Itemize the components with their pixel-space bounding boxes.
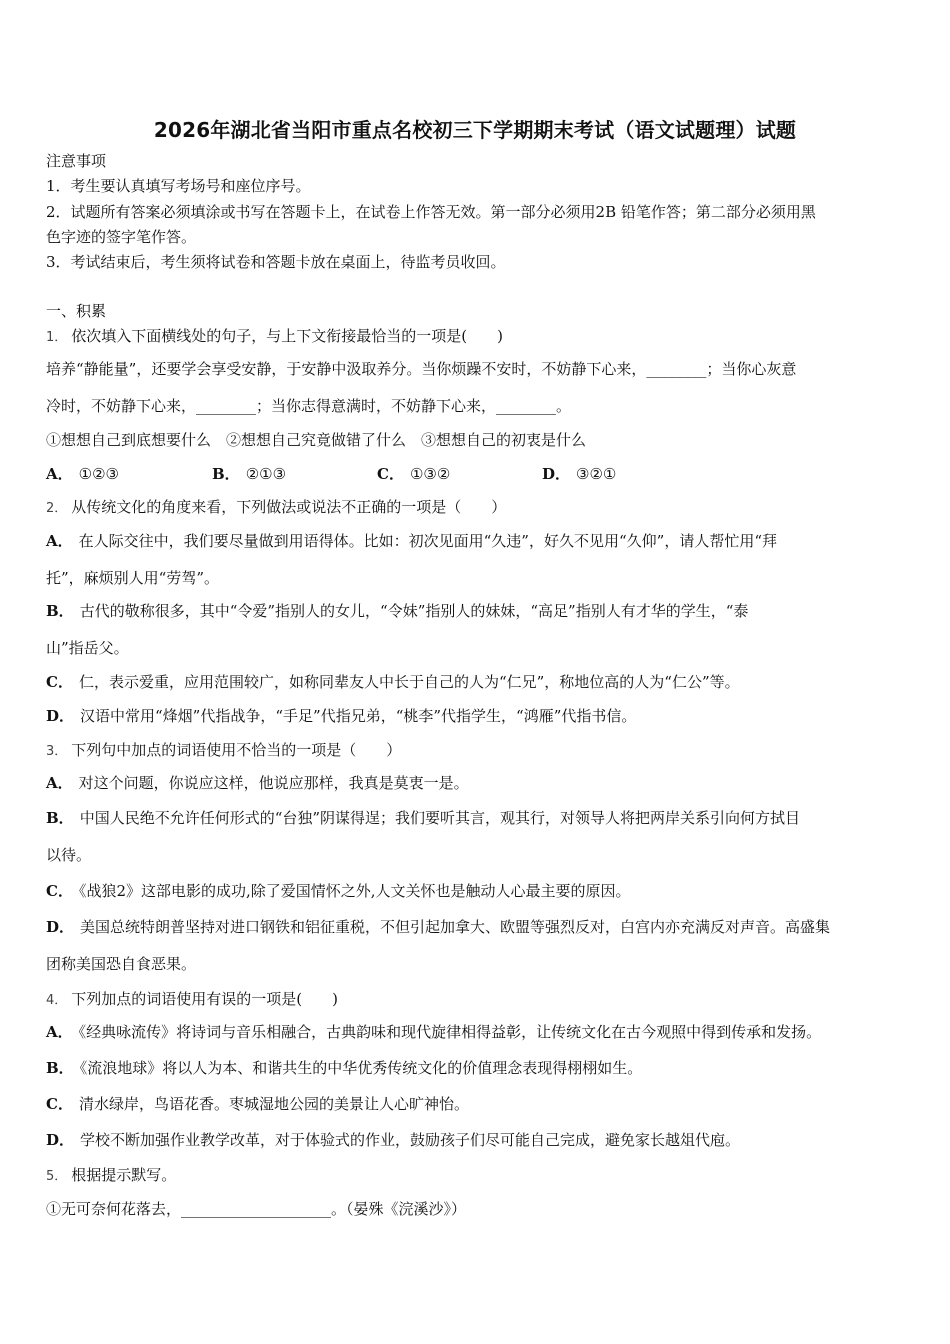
section-heading: 一、积累 — [46, 302, 107, 320]
question-3-option-b — [46, 808, 800, 828]
question-2-option-a — [46, 531, 777, 551]
question-1-passage: 冷时，不妨静下心来，________；当你志得意满时，不妨静下心来，________。 — [46, 397, 572, 415]
option-label: A． — [46, 1023, 73, 1041]
question-3-option-c — [46, 881, 631, 901]
option-label: A． — [46, 774, 73, 792]
option-label: D． — [46, 707, 75, 725]
question-3-option-a — [46, 773, 469, 793]
notice-item: 2．试题所有答案必须填涂或书写在答题卡上，在试卷上作答无效。第一部分必须用2B 铅笔作答；第二部分必须用黑 — [46, 203, 816, 221]
question-1-passage: 培养“静能量”，还要学会享受安静，于安静中汲取养分。当你烦躁不安时，不妨静下心来，________；当你心灰意 — [46, 360, 797, 378]
choice-label: D． — [542, 465, 571, 483]
option-label: C． — [46, 673, 73, 691]
option-continuation: 托”，麻烦别人用“劳驾”。 — [46, 569, 220, 587]
option-label: B． — [46, 602, 74, 620]
option-text: 对这个问题，你说应这样，他说应那样，我真是莫衷一是。 — [78, 774, 469, 792]
choice-a — [46, 464, 119, 484]
question-3-option-d — [46, 917, 830, 937]
page-title: 2026年湖北省当阳市重点名校初三下学期期末考试（语文试题理）试题 — [153, 118, 797, 142]
question-text: 根据提示默写。 — [71, 1166, 177, 1184]
question-4-stem — [46, 989, 338, 1011]
choice-text: ①③② — [409, 465, 451, 483]
notice-item: 1．考生要认真填写考场号和座位序号。 — [46, 177, 311, 195]
question-4-option-a — [46, 1022, 821, 1042]
question-number: 2． — [46, 501, 68, 516]
option-text: 清水绿岸，鸟语花香。枣城湿地公园的美景让人心旷神怡。 — [78, 1095, 469, 1113]
option-label: D． — [46, 1131, 75, 1149]
option-text: 《流浪地球》将以人为本、和谐共生的中华优秀传统文化的价值理念表现得栩栩如生。 — [79, 1059, 643, 1077]
choice-d — [542, 464, 616, 484]
option-text: 《经典咏流传》将诗词与音乐相融合，古典韵味和现代旋律相得益彰，让传统文化在古今观照中得到传承和发扬。 — [78, 1023, 822, 1041]
option-text: 仁，表示爱重，应用范围较广，如称同辈友人中长于自己的人为“仁兄”，称地位高的人为“仁公”等。 — [78, 673, 740, 691]
question-4-option-b — [46, 1058, 642, 1078]
option-continuation: 以待。 — [46, 846, 92, 864]
question-2-option-d — [46, 706, 636, 726]
choice-c — [377, 464, 450, 484]
question-3-stem — [46, 740, 401, 762]
question-text: 依次填入下面横线处的句子，与上下文衔接最恰当的一项是( ) — [71, 327, 503, 345]
question-1-choices — [46, 464, 906, 484]
choice-text: ②①③ — [245, 465, 287, 483]
choice-label: C． — [377, 465, 404, 483]
question-text: 下列加点的词语使用有误的一项是( ) — [71, 990, 338, 1008]
option-label: B． — [46, 1059, 74, 1077]
notice-item: 3．考试结束后，考生须将试卷和答题卡放在桌面上，待监考员收回。 — [46, 253, 506, 271]
question-number: 4． — [46, 993, 68, 1008]
option-text: 在人际交往中，我们要尽量做到用语得体。比如：初次见面用“久违”，好久不见用“久仰”，请人帮忙用“拜 — [78, 532, 777, 550]
option-label: C． — [46, 882, 73, 900]
option-label: B． — [46, 809, 74, 827]
question-2-stem — [46, 497, 506, 519]
question-1-items: ①想想自己到底想要什么 ②想想自己究竟做错了什么 ③想想自己的初衷是什么 — [46, 431, 587, 449]
question-2-option-c — [46, 672, 740, 692]
question-1-stem — [46, 326, 503, 348]
notice-item: 色字迹的签字笔作答。 — [46, 228, 197, 246]
option-text: 中国人民绝不允许任何形式的“台独”阴谋得逞；我们要听其言，观其行，对领导人将把两岸关系引向何方拭目 — [79, 809, 801, 827]
question-text: 下列句中加点的词语使用不恰当的一项是（ ） — [71, 741, 402, 759]
question-4-option-c — [46, 1094, 469, 1114]
choice-b — [212, 464, 286, 484]
question-4-option-d — [46, 1130, 740, 1150]
option-text: 美国总统特朗普坚持对进口钢铁和铝征重税，不但引起加拿大、欧盟等强烈反对，白宫内亦充满反对声音。高盛集 — [80, 918, 831, 936]
option-continuation: 团称美国恐自食恶果。 — [46, 955, 197, 973]
option-continuation: 山”指岳父。 — [46, 639, 129, 657]
option-text: 古代的敬称很多，其中“令爱”指别人的女儿，“令妹”指别人的妹妹，“高足”指别人有才华的学生，“泰 — [79, 602, 749, 620]
question-text: 从传统文化的角度来看，下列做法或说法不正确的一项是（ ） — [71, 498, 507, 516]
option-label: A． — [46, 532, 73, 550]
notice-heading: 注意事项 — [46, 152, 107, 170]
choice-text: ①②③ — [78, 465, 119, 483]
option-label: D． — [46, 918, 75, 936]
question-number: 5． — [46, 1169, 68, 1184]
question-2-option-b — [46, 601, 748, 621]
option-text: 汉语中常用“烽烟”代指战争，“手足”代指兄弟，“桃李”代指学生，“鸿雁”代指书信。 — [80, 707, 637, 725]
choice-text: ③②① — [576, 465, 617, 483]
question-number: 3． — [46, 744, 68, 759]
option-text: 《战狼2》这部电影的成功,除了爱国情怀之外,人文关怀也是触动人心最主要的原因。 — [78, 882, 631, 900]
option-text: 学校不断加强作业教学改革，对于体验式的作业，鼓励孩子们尽可能自己完成，避免家长越俎代庖。 — [80, 1131, 741, 1149]
option-label: C． — [46, 1095, 73, 1113]
question-5-item: ①无可奈何花落去，____________________。（晏殊《浣溪沙》） — [46, 1200, 467, 1218]
choice-label: B． — [212, 465, 240, 483]
question-5-stem — [46, 1165, 176, 1187]
question-number: 1． — [46, 330, 68, 345]
choice-label: A． — [46, 465, 73, 483]
